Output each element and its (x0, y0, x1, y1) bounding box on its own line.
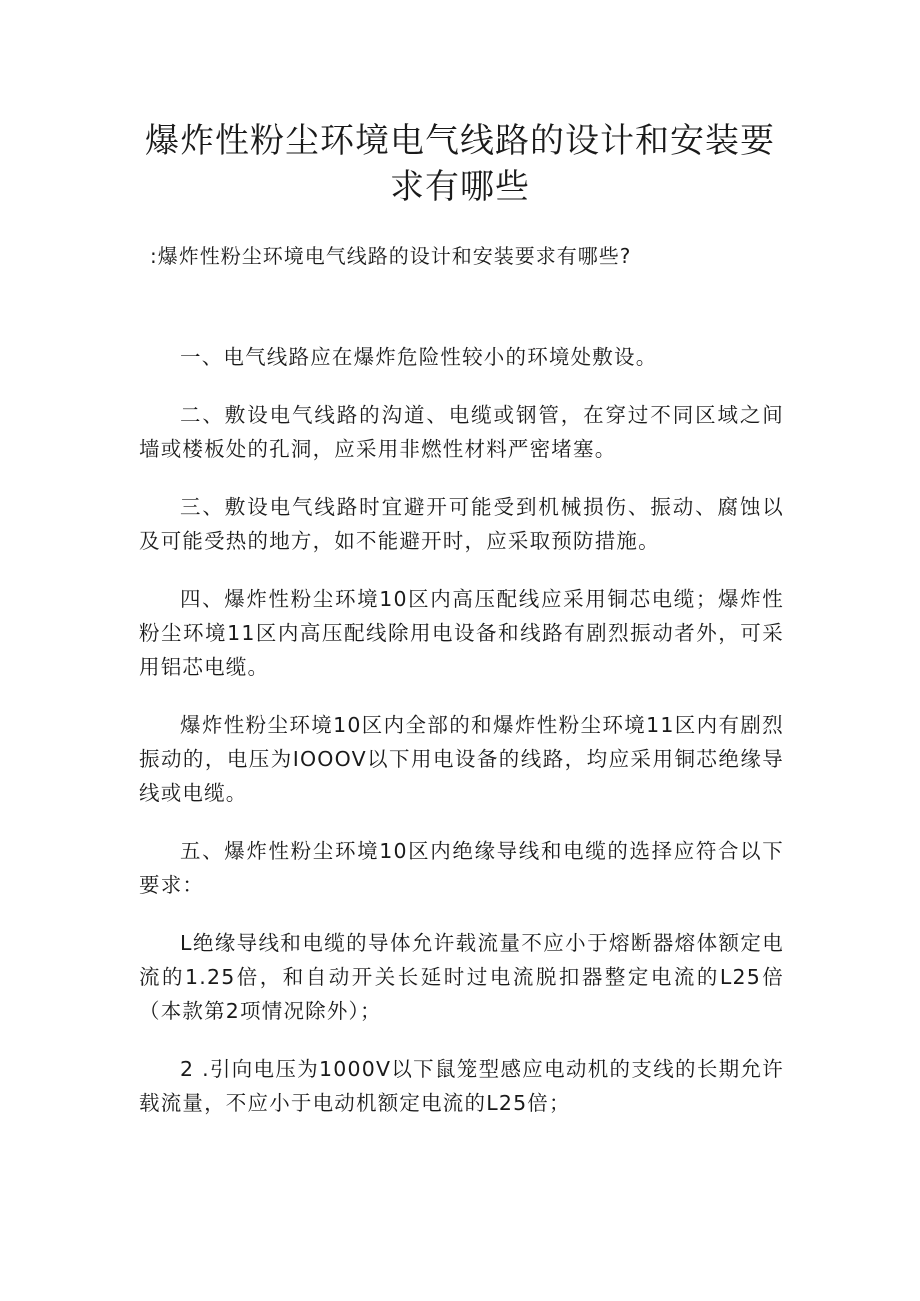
paragraph-7: L绝缘导线和电缆的导体允许载流量不应小于熔断器熔体额定电流的1.25倍，和自动开关长延时过电流脱扣器整定电流的L25倍（本款第2项情况除外）； (139, 931, 784, 1023)
paragraph-5: 爆炸性粉尘环境10区内全部的和爆炸性粉尘环境11区内有剧烈振动的，电压为IOOOV以下用电设备的线路，均应采用铜芯绝缘导线或电缆。 (139, 713, 784, 805)
paragraph-1: 一、电气线路应在爆炸危险性较小的环境处敷设。 (180, 345, 658, 369)
title-line-2: 求有哪些 (390, 167, 530, 207)
paragraph-8: 2 .引向电压为1000V以下鼠笼型感应电动机的支线的长期允许载流量，不应小于电动机额定电流的L25倍； (139, 1057, 784, 1115)
document-subtitle: :爆炸性粉尘环境电气线路的设计和安装要求有哪些? (150, 244, 632, 268)
title-line-1: 爆炸性粉尘环境电气线路的设计和安装要 (145, 121, 775, 161)
document-body (139, 340, 784, 1144)
paragraph-6: 五、爆炸性粉尘环境10区内绝缘导线和电缆的选择应符合以下要求： (139, 839, 784, 897)
paragraph-4: 四、爆炸性粉尘环境10区内高压配线应采用铜芯电缆；爆炸性粉尘环境11区内高压配线除用电设备和线路有剧烈振动者外，可采用铝芯电缆。 (139, 587, 784, 679)
document-title (120, 118, 800, 210)
paragraph-3: 三、敷设电气线路时宜避开可能受到机械损伤、振动、腐蚀以及可能受热的地方，如不能避开时，应采取预防措施。 (139, 495, 784, 553)
paragraph-2: 二、敷设电气线路的沟道、电缆或钢管，在穿过不同区域之间墙或楼板处的孔洞，应采用非燃性材料严密堵塞。 (139, 403, 784, 461)
